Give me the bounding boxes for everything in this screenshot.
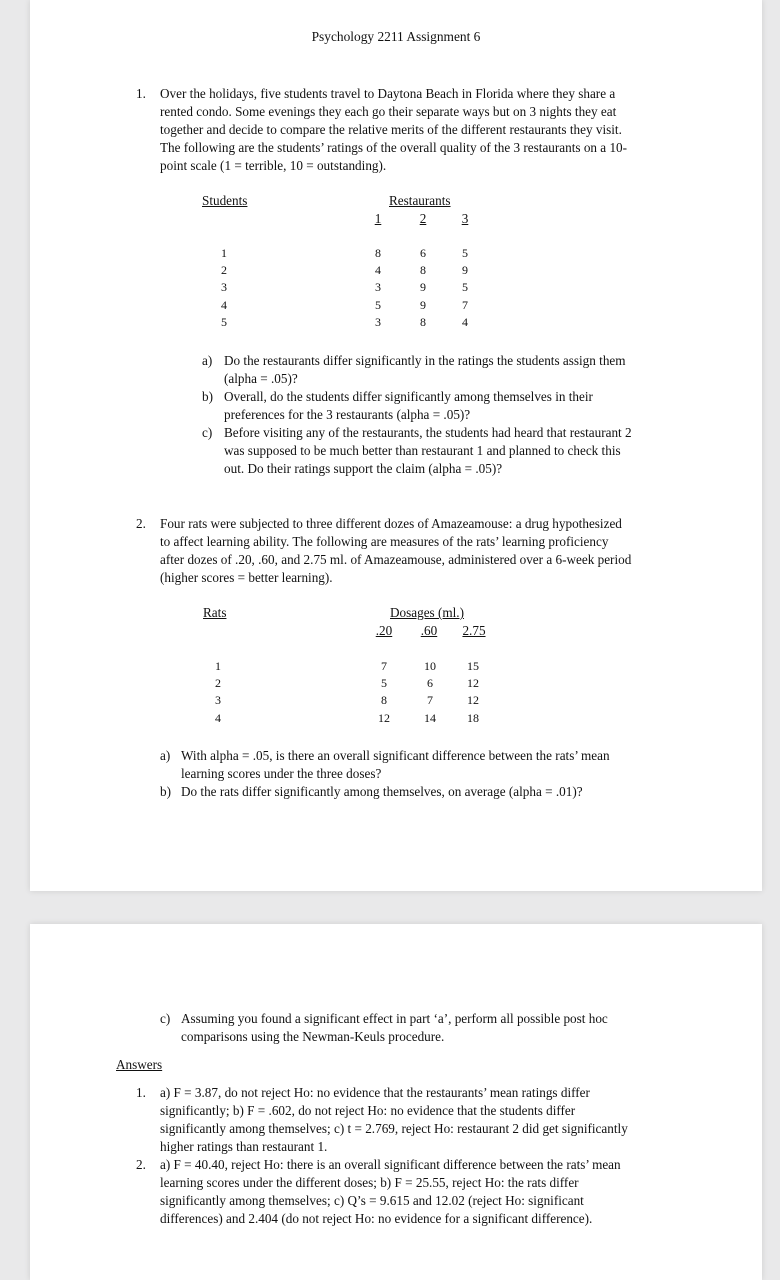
text-line: differences) and 2.404 (do not reject Ho: no evidence for a significant difference). — [160, 1211, 593, 1226]
answer-2-number: 2. — [136, 1157, 146, 1172]
table-1-row-header: Students — [202, 193, 248, 208]
text-line: (alpha = .05)? — [224, 371, 298, 386]
table-2-column-3 — [461, 658, 485, 727]
document-page-2 — [30, 924, 762, 1280]
text-line: significantly among themselves; c) Q’s = 9.615 and 12.02 (reject Ho: significant — [160, 1193, 584, 1208]
table-1-col-header: 3 — [461, 211, 469, 226]
table-1-row-labels — [212, 245, 236, 331]
table-cell: 3 — [375, 314, 381, 329]
table-cell: 8 — [381, 693, 387, 708]
text-line: to affect learning ability. The following are measures of the rats’ learning proficiency — [160, 534, 609, 549]
table-2-col-header: 2.75 — [462, 623, 486, 638]
text-line: Do the rats differ significantly among themselves, on average (alpha = .01)? — [181, 784, 583, 799]
text-line: comparisons using the Newman-Keuls procedure. — [181, 1029, 445, 1044]
table-cell: 4 — [375, 263, 381, 278]
text-line: significantly; b) F = .602, do not reject Ho: no evidence that the students differ — [160, 1103, 576, 1118]
table-2-row-header: Rats — [203, 605, 227, 620]
row-label: 4 — [221, 297, 227, 312]
row-label: 4 — [215, 710, 221, 725]
text-line: learning scores under the different doses; b) F = 25.55, reject Ho: the rats differ — [160, 1175, 579, 1190]
table-cell: 18 — [467, 710, 479, 725]
table-cell: 6 — [427, 676, 433, 691]
table-cell: 5 — [462, 246, 468, 260]
table-cell: 3 — [375, 280, 381, 295]
row-label: 3 — [215, 693, 221, 708]
text-line: a) F = 3.87, do not reject Ho: no evidence that the restaurants’ mean ratings differ — [160, 1085, 590, 1100]
table-2-col-header: .20 — [375, 623, 393, 638]
text-line: Four rats were subjected to three different dozes of Amazeamouse: a drug hypothesized — [160, 516, 622, 531]
part-label: b) — [202, 389, 213, 404]
table-2-col-header: .60 — [420, 623, 438, 638]
text-line: out. Do their ratings support the claim (alpha = .05)? — [224, 461, 503, 476]
row-label: 5 — [221, 314, 227, 329]
table-cell: 7 — [381, 659, 387, 673]
row-label: 2 — [215, 676, 221, 691]
table-cell: 8 — [375, 246, 381, 260]
text-line: With alpha = .05, is there an overall significant difference between the rats’ mean — [181, 748, 610, 763]
text-line: was supposed to be much better than restaurant 1 and planned to check this — [224, 443, 621, 458]
table-cell: 8 — [420, 314, 426, 329]
text-line: Assuming you found a significant effect in part ‘a’, perform all possible post hoc — [181, 1011, 608, 1026]
answer-1-text — [160, 1084, 730, 1156]
text-line: after dozes of .20, .60, and 2.75 ml. of Amazeamouse, administered over a 6-week period — [160, 552, 632, 567]
table-1-column-3 — [453, 245, 477, 331]
answer-1-number: 1. — [136, 1085, 146, 1100]
table-cell: 12 — [378, 710, 390, 725]
answers-heading: Answers — [116, 1057, 163, 1072]
text-line: Over the holidays, five students travel to Daytona Beach in Florida where they share a — [160, 86, 616, 101]
part-label: c) — [160, 1011, 171, 1026]
part-label: c) — [202, 425, 213, 440]
table-cell: 14 — [424, 710, 436, 725]
question-2-number: 2. — [136, 516, 146, 531]
table-cell: 7 — [427, 693, 433, 708]
table-2-column-1 — [372, 658, 396, 727]
table-cell: 9 — [420, 297, 426, 312]
text-line: preferences for the 3 restaurants (alpha = .05)? — [224, 407, 471, 422]
part-label: a) — [202, 353, 213, 368]
page-title: Psychology 2211 Assignment 6 — [311, 29, 481, 44]
table-cell: 10 — [424, 659, 436, 673]
text-line: The following are the students’ ratings of the overall quality of the 3 restaurants on a 10- — [160, 140, 628, 155]
table-cell: 9 — [420, 280, 426, 295]
table-cell: 9 — [462, 263, 468, 278]
table-1-col-header: 1 — [374, 211, 382, 226]
text-line: learning scores under the three doses? — [181, 766, 382, 781]
table-1-col-header: 2 — [419, 211, 427, 226]
row-label: 2 — [221, 263, 227, 278]
table-cell: 15 — [467, 659, 479, 673]
document-page-1 — [30, 0, 762, 891]
part-label: b) — [160, 784, 171, 799]
table-cell: 4 — [462, 314, 468, 329]
text-line: together and decide to compare the relative merits of the different restaurants they visit. — [160, 122, 622, 137]
table-2-group-header: Dosages (ml.) — [390, 605, 464, 620]
text-line: (higher scores = better learning). — [160, 570, 333, 585]
text-line: higher ratings than restaurant 1. — [160, 1139, 328, 1154]
text-line: a) F = 40.40, reject Ho: there is an overall significant difference between the rats’ mean — [160, 1157, 621, 1172]
row-label: 1 — [221, 246, 227, 260]
row-label: 3 — [221, 280, 227, 295]
table-cell: 8 — [420, 263, 426, 278]
table-1-group-header: Restaurants — [389, 193, 451, 208]
table-2-row-labels — [206, 658, 230, 727]
part-label: a) — [160, 748, 171, 763]
question-1-text — [160, 85, 720, 175]
text-line: point scale (1 = terrible, 10 = outstanding). — [160, 158, 387, 173]
text-line: Overall, do the students differ significantly among themselves in their — [224, 389, 593, 404]
answer-2-text — [160, 1156, 730, 1228]
text-line: significantly among themselves; c) t = 2.769, reject Ho: restaurant 2 did get significantly — [160, 1121, 628, 1136]
table-cell: 5 — [381, 676, 387, 691]
table-cell: 5 — [375, 297, 381, 312]
table-cell: 12 — [467, 693, 479, 708]
table-2-column-2 — [418, 658, 442, 727]
question-1-number: 1. — [136, 86, 146, 101]
question-2-text — [160, 515, 730, 587]
table-cell: 6 — [420, 246, 426, 260]
table-1-column-2 — [411, 245, 435, 331]
table-cell: 7 — [462, 297, 468, 312]
table-cell: 12 — [467, 676, 479, 691]
text-line: Before visiting any of the restaurants, the students had heard that restaurant 2 — [224, 425, 632, 440]
table-cell: 5 — [462, 280, 468, 295]
table-1-column-1 — [366, 245, 390, 331]
text-line: rented condo. Some evenings they each go their separate ways but on 3 nights they eat — [160, 104, 617, 119]
text-line: Do the restaurants differ significantly in the ratings the students assign them — [224, 353, 626, 368]
row-label: 1 — [215, 659, 221, 673]
